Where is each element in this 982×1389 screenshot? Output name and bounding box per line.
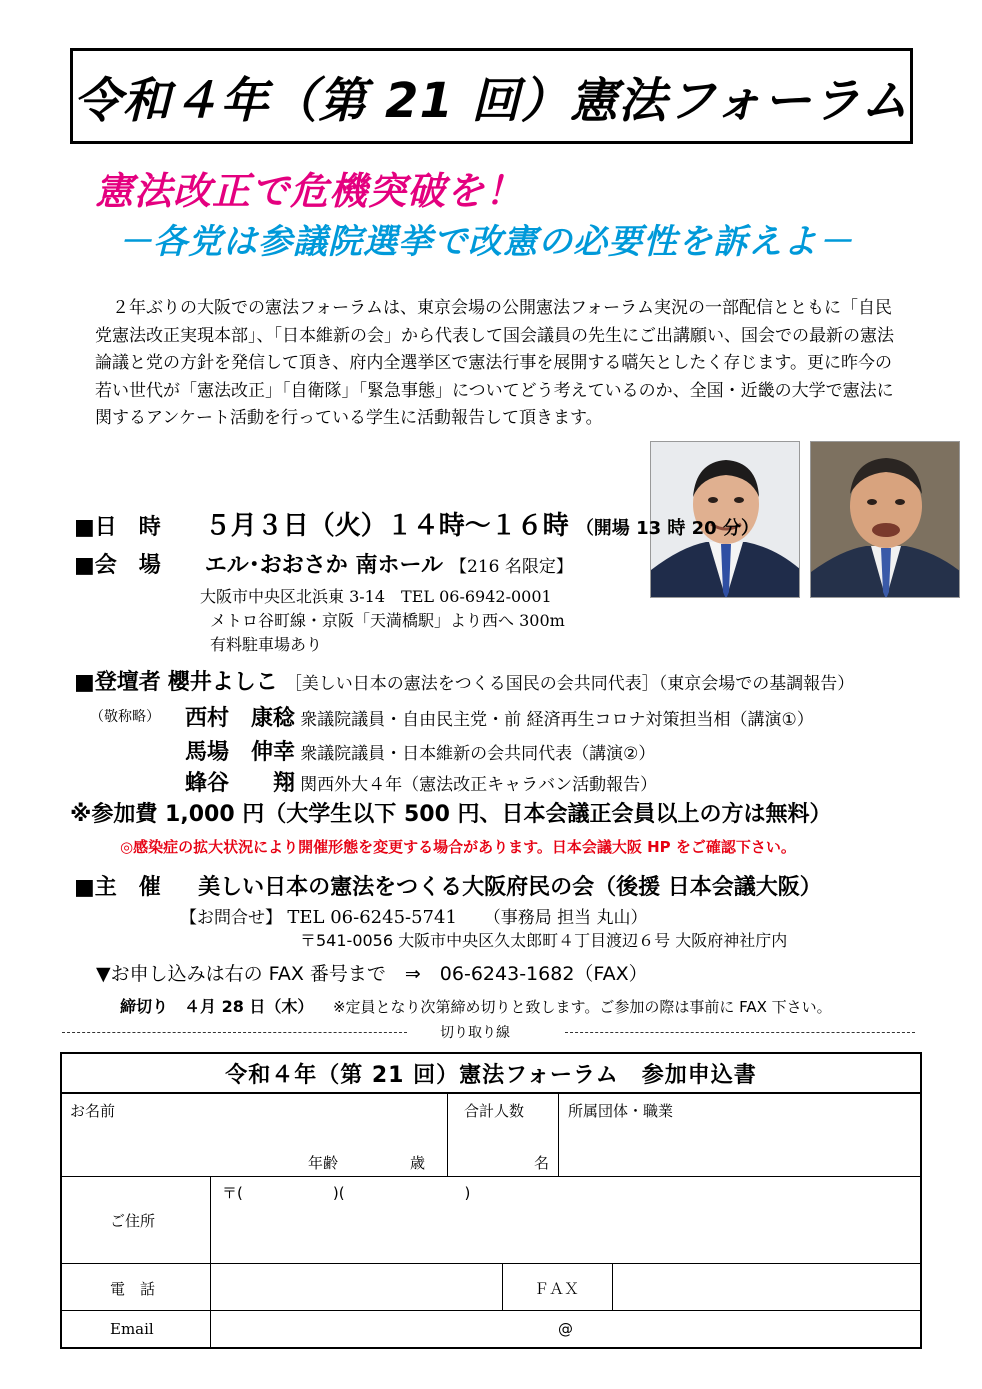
- fax-field[interactable]: [618, 1268, 914, 1306]
- speaker-photo-baba: [810, 441, 960, 598]
- speaker-name: 馬場 伸幸: [185, 740, 296, 765]
- speaker-name: 櫻井よしこ: [167, 670, 278, 695]
- datetime-open: （開場 13 時 20 分）: [575, 518, 759, 539]
- form-title-row: [62, 1054, 920, 1094]
- count-unit: 名: [534, 1154, 550, 1172]
- speaker-name: 蜂谷 翔: [185, 771, 296, 796]
- age-unit: 歳: [410, 1154, 426, 1172]
- venue-name: エル･おおさか 南ホール: [204, 553, 444, 578]
- cut-line-left: [62, 1032, 407, 1033]
- venue-address: 大阪市中央区北浜東 3-14 TEL 06-6942-0001: [200, 587, 552, 606]
- name-label: お名前: [70, 1102, 116, 1120]
- address-field[interactable]: [218, 1180, 914, 1260]
- slogan-main: 憲法改正で危機突破を！: [95, 169, 525, 213]
- form-col-divider: [210, 1176, 211, 1347]
- contact-row: [180, 903, 648, 928]
- postal-mark: 〒( )( ): [222, 1184, 471, 1202]
- deadline-label: 締切り ４月 28 日（木）: [120, 997, 314, 1016]
- speaker-row-nishimura: [185, 701, 814, 732]
- age-field[interactable]: [348, 1146, 402, 1172]
- covid-notice: ◎感染症の拡大状況により開催形態を変更する場合があります。日本会議大阪 HP をご確認下さい。: [120, 838, 796, 856]
- speaker-role: ［美しい日本の憲法をつくる国民の会共同代表］（東京会場での基調報告）: [284, 674, 855, 694]
- at-mark: @: [558, 1320, 573, 1338]
- deadline-note: ※定員となり次第締め切りと致します。ご参加の際は事前に FAX 下さい。: [332, 998, 832, 1016]
- form-row-divider: [62, 1176, 920, 1177]
- email-label: Email: [110, 1320, 154, 1338]
- form-col-divider: [558, 1094, 559, 1176]
- venue-limit: 【216 名限定】: [450, 557, 573, 577]
- speaker-row-hachiya: [185, 766, 657, 797]
- page-title: 令和４年（第 21 回）憲法フォーラム: [73, 72, 910, 129]
- count-label: 合計人数: [464, 1102, 525, 1120]
- speaker-role: 関西外大４年（憲法改正キャラバン活動報告）: [300, 775, 658, 795]
- venue-parking: 有料駐車場あり: [210, 635, 323, 654]
- datetime-row: [74, 505, 759, 542]
- fee-text: ※参加費 1,000 円（大学生以下 500 円、日本会議正会員以上の方は無料）: [70, 802, 832, 827]
- fax-label: ＦＡＸ: [534, 1280, 580, 1298]
- venue-row: [74, 548, 573, 579]
- phone-label: 電 話: [110, 1280, 156, 1298]
- deadline-row: [120, 994, 832, 1017]
- org-label: 所属団体・職業: [568, 1102, 674, 1120]
- organizer-name: 美しい日本の憲法をつくる大阪府民の会（後援 日本会議大阪）: [198, 875, 822, 900]
- speaker-name: 西村 康稔: [185, 706, 296, 731]
- speaker-row-baba: [185, 735, 655, 766]
- cut-line-right: [565, 1032, 915, 1033]
- form-row-divider: [62, 1263, 920, 1264]
- datetime-label: ■日 時: [74, 515, 161, 540]
- phone-field[interactable]: [216, 1268, 496, 1306]
- contact-tel: TEL 06-6245-5741: [287, 907, 457, 928]
- address-label: ご住所: [110, 1212, 156, 1230]
- datetime-value: ５月３日（火）１４時～１６時: [204, 511, 569, 541]
- form-col-divider: [447, 1094, 448, 1176]
- application-form: [60, 1052, 922, 1349]
- fax-instruction: ▼お申し込みは右の FAX 番号まで ⇒ 06-6243-1682（FAX）: [96, 963, 648, 985]
- cut-line-label: 切り取り線: [440, 1025, 510, 1041]
- form-row-divider: [62, 1310, 920, 1311]
- form-col-divider: [502, 1263, 503, 1310]
- organizer-label: ■主 催: [74, 875, 161, 900]
- organizer-row: [74, 870, 822, 901]
- org-field[interactable]: [566, 1120, 912, 1172]
- form-col-divider: [612, 1263, 613, 1310]
- intro-text: ２年ぶりの大阪での憲法フォーラムは、東京会場の公開憲法フォーラム実況の一部配信とともに「自民党憲法改正実現本部」、「日本維新の会」から代表して国会議員の先生にご出講願い、国会での最新の憲法論議と党の方針を発信して頂き、府内全選挙区で憲法行事を展開する嚆矢としたく存じます。更に昨今の若い世代が「憲法改正」「自衛隊」「緊急事態」についてどう考えているのか、全国・近畿の大学で憲法に関するアンケート活動を行っている学生に活動報告して頂きます。: [95, 298, 894, 428]
- contact-person: （事務局 担当 丸山）: [483, 908, 648, 928]
- intro-paragraph: [95, 295, 895, 433]
- count-field[interactable]: [454, 1122, 524, 1170]
- venue-access: メトロ谷町線・京阪「天満橋駅」より西へ 300m: [210, 611, 565, 630]
- title-box: [70, 48, 913, 144]
- contact-postal: 〒541-0056 大阪市中央区久太郎町４丁目渡辺６号 大阪府神社庁内: [300, 931, 788, 950]
- slogan-sub: －各党は参議院選挙で改憲の必要性を訴えよ－: [118, 222, 853, 262]
- venue-label: ■会 場: [74, 553, 161, 578]
- age-label: 年齢: [308, 1154, 339, 1172]
- contact-label: 【お問合せ】: [180, 908, 282, 928]
- speaker-row-sakurai: [74, 665, 854, 696]
- speakers-label: ■登壇者: [74, 670, 161, 695]
- speaker-role: 衆議院議員・日本維新の会共同代表（講演②）: [300, 744, 656, 764]
- portrait-image: [811, 442, 960, 598]
- form-title: 令和４年（第 21 回）憲法フォーラム 参加申込書: [225, 1062, 757, 1088]
- speaker-role: 衆議院議員・自由民主党・前 経済再生コロナ対策担当相（講演①）: [300, 710, 814, 730]
- honorific-note: （敬称略）: [90, 709, 160, 725]
